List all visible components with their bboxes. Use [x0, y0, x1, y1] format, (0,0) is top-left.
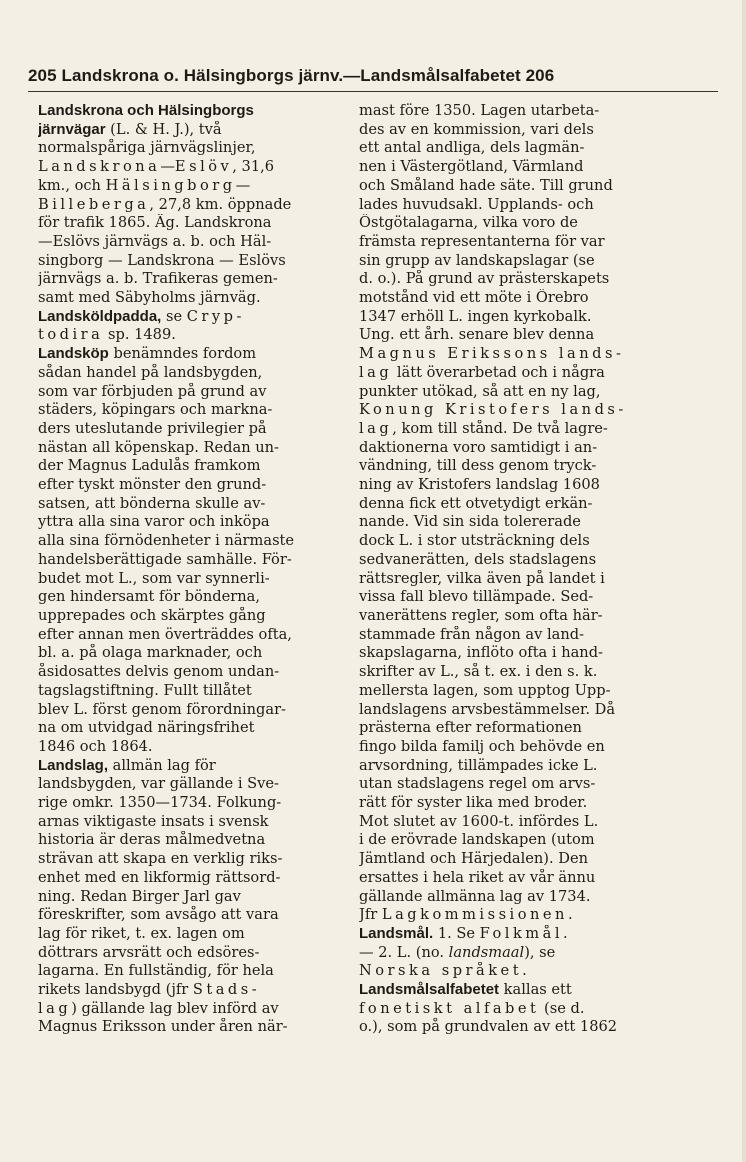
text-run: des av en kommission, vari dels	[359, 120, 594, 138]
text-run: handelsberättigade samhälle. För-	[38, 550, 292, 568]
text-line	[359, 906, 679, 925]
text-line	[359, 738, 679, 757]
text-run: landslagens arvsbestämmelser. Då	[359, 700, 616, 718]
text-line	[359, 588, 679, 607]
text-line	[38, 364, 356, 383]
text-run: döttrars arvsrätt och edsöres-	[38, 943, 260, 961]
text-run: Stads-	[192, 981, 261, 999]
text-line	[359, 270, 679, 289]
text-run: punkter utökad, så att en ny lag,	[359, 382, 601, 400]
text-run: Cryp-	[186, 307, 245, 325]
headword: Landslag,	[38, 756, 109, 774]
text-line	[38, 962, 356, 981]
text-run: utan stadslagens regel om arvs-	[359, 775, 596, 793]
text-line	[38, 326, 356, 345]
text-line	[359, 513, 679, 532]
text-run: sin grupp av landskapslagar (se	[359, 251, 595, 269]
text-line	[359, 1000, 679, 1019]
text-line	[359, 551, 679, 570]
text-run: lag	[359, 419, 393, 437]
text-line	[359, 345, 679, 364]
text-line	[359, 682, 679, 701]
text-run: kallas ett	[499, 981, 572, 999]
text-line	[359, 607, 679, 626]
text-line	[359, 214, 679, 233]
text-run: prästerna efter reformationen	[359, 719, 582, 737]
text-run: enhet med en likformig rättsord-	[38, 868, 281, 886]
text-line	[38, 252, 356, 271]
text-run: daktionerna voro samtidigt i an-	[359, 438, 598, 456]
text-run: der Magnus Ladulås framkom	[38, 457, 261, 475]
text-run: 1347 erhöll L. ingen kyrkobalk.	[359, 307, 592, 325]
text-run: blev L. först genom förordningar-	[38, 700, 286, 718]
text-line	[359, 831, 679, 850]
text-line	[38, 644, 356, 663]
text-run: satsen, att bönderna skulle av-	[38, 494, 266, 512]
text-line	[359, 420, 679, 439]
text-line	[38, 925, 356, 944]
text-run: skrifter av L., så t. ex. i den s. k.	[359, 663, 598, 681]
text-run: Östgötalagarna, vilka voro de	[359, 214, 578, 232]
text-run: och Småland hade säte. Till grund	[359, 176, 613, 194]
text-line	[359, 439, 679, 458]
text-line	[38, 607, 356, 626]
text-run: nästan all köpenskap. Redan un-	[38, 438, 279, 456]
text-run: Ung. ett årh. senare blev denna	[359, 326, 595, 344]
text-line	[38, 981, 356, 1000]
text-line	[38, 476, 356, 495]
text-run: skapslagarna, inflöto ofta i hand-	[359, 644, 603, 662]
text-run: fingo bilda familj och behövde en	[359, 737, 605, 755]
text-run: sp. 1489.	[103, 326, 176, 344]
text-run: mast före 1350. Lagen utarbeta-	[359, 102, 600, 119]
text-line	[38, 626, 356, 645]
text-run: vanerättens regler, som ofta här-	[359, 606, 603, 624]
text-run: (L. & H. J.), två	[105, 120, 222, 138]
text-run: motstånd vid ett möte i Örebro	[359, 289, 589, 307]
text-run: allmän lag för	[108, 756, 216, 774]
text-line	[38, 289, 356, 308]
text-run: Magnus Eriksson under åren när-	[38, 1018, 288, 1036]
text-run: 1846 och 1864.	[38, 737, 153, 755]
text-run: Hälsingborg	[105, 176, 236, 194]
text-run: budet mot L., som var synnerli-	[38, 569, 270, 587]
text-run: vändning, till dess genom tryck-	[359, 457, 597, 475]
text-run: o.), som på grundvalen av ett 1862	[359, 1018, 618, 1036]
text-run: främsta representanterna för var	[359, 232, 605, 250]
text-line	[38, 214, 356, 233]
text-line	[38, 383, 356, 402]
text-run: Lagkommissionen	[381, 906, 568, 924]
text-line	[38, 869, 356, 888]
text-run: (se d.	[539, 999, 585, 1017]
text-line	[38, 1018, 356, 1037]
text-line	[38, 139, 356, 158]
text-run: gen hindersamt för bönderna,	[38, 588, 260, 606]
text-run: rige omkr. 1350—1734. Folkung-	[38, 794, 282, 812]
text-line	[38, 551, 356, 570]
text-run: bl. a. på olaga marknader, och	[38, 644, 263, 662]
text-line	[359, 364, 679, 383]
text-run: vissa fall blevo tillämpade. Sed-	[359, 588, 594, 606]
text-run: tagslagstiftning. Fullt tillåtet	[38, 681, 252, 699]
text-line	[38, 831, 356, 850]
text-line	[359, 252, 679, 271]
text-run: — 2. L. (no.	[359, 943, 449, 961]
text-run: , 31,6	[232, 158, 275, 176]
text-run: landsbygden, var gällande i Sve-	[38, 775, 279, 793]
text-line	[359, 757, 679, 776]
text-line	[38, 439, 356, 458]
text-line	[359, 869, 679, 888]
text-line	[359, 102, 679, 121]
text-run: Billeberga	[38, 195, 150, 213]
text-run: ersattes i hela riket av vår ännu	[359, 868, 596, 886]
text-line	[359, 644, 679, 663]
text-line	[359, 944, 679, 963]
text-line	[38, 850, 356, 869]
text-run: ett antal andliga, dels lagmän-	[359, 139, 585, 157]
text-run: ning. Redan Birger Jarl gav	[38, 887, 241, 905]
text-run: benämndes fordom	[108, 345, 257, 363]
text-run: ), se	[524, 943, 556, 961]
text-run: upprepades och skärptes gång	[38, 606, 266, 624]
text-line	[359, 962, 679, 981]
text-line	[38, 588, 356, 607]
text-line	[38, 158, 356, 177]
text-run: arvsordning, tillämpades icke L.	[359, 756, 598, 774]
text-line	[38, 457, 356, 476]
text-run: ) gällande lag blev införd av	[71, 999, 279, 1017]
headword: Landsmål.	[359, 924, 434, 942]
text-line	[38, 888, 356, 907]
text-run: för trafik 1865. Äg. Landskrona	[38, 214, 272, 232]
text-run: Folkmål	[479, 924, 564, 942]
text-line	[359, 719, 679, 738]
text-line	[38, 420, 356, 439]
text-run: nande. Vid sin sida tolererade	[359, 513, 581, 531]
text-line	[38, 196, 356, 215]
text-line	[38, 944, 356, 963]
text-run: sedvanerätten, dels stadslagens	[359, 550, 597, 568]
text-run: fonetiskt alfabet	[359, 999, 540, 1017]
text-line	[359, 289, 679, 308]
headword: järnvägar	[38, 120, 106, 138]
text-run: .	[563, 924, 568, 942]
text-run: som var förbjuden på grund av	[38, 382, 267, 400]
text-run: Magnus Erikssons lands-	[359, 345, 625, 363]
header-rule	[28, 91, 718, 92]
headword: Landsköldpadda,	[38, 307, 162, 325]
text-run: historia är deras målmedvetna	[38, 831, 266, 849]
text-line	[38, 906, 356, 925]
right-column	[359, 102, 679, 1037]
text-line	[359, 850, 679, 869]
text-line	[38, 495, 356, 514]
text-line	[359, 308, 679, 327]
text-run: Mot slutet av 1600-t. infördes L.	[359, 812, 599, 830]
text-run: i de erövrade landskapen (utom	[359, 831, 595, 849]
text-line	[38, 570, 356, 589]
text-run: efter annan men överträddes ofta,	[38, 625, 292, 643]
text-run: lag	[38, 999, 72, 1017]
page-edge	[742, 0, 746, 1162]
text-run: lag för riket, t. ex. lagen om	[38, 924, 245, 942]
text-run: na om utvidgad näringsfrihet	[38, 719, 255, 737]
text-run: samt med Säbyholms järnväg.	[38, 289, 261, 307]
text-run: järnvägs a. b. Trafikeras gemen-	[38, 270, 278, 288]
text-run: Landskrona	[38, 158, 161, 176]
text-run: —	[235, 176, 251, 194]
text-line	[38, 532, 356, 551]
text-run: nen i Västergötland, Värmland	[359, 158, 584, 176]
text-line	[359, 1018, 679, 1037]
text-line	[38, 682, 356, 701]
text-line	[359, 326, 679, 345]
text-line	[38, 719, 356, 738]
text-line	[38, 738, 356, 757]
text-run: lätt överarbetad och i några	[392, 363, 605, 381]
text-line	[359, 626, 679, 645]
text-run: alla sina förnödenheter i närmaste	[38, 532, 295, 550]
text-run: städers, köpingars och markna-	[38, 401, 273, 419]
text-line	[359, 775, 679, 794]
text-run: .	[522, 962, 527, 980]
text-run: —	[160, 158, 175, 176]
text-line	[359, 139, 679, 158]
text-run: lades huvudsakl. Upplands- och	[359, 195, 594, 213]
text-line	[359, 570, 679, 589]
text-run: arnas viktigaste insats i svensk	[38, 812, 269, 830]
text-line	[38, 513, 356, 532]
text-run: singborg — Landskrona — Eslövs	[38, 251, 286, 269]
text-run: se	[161, 307, 187, 325]
headword: Landsmålsalfabetet	[359, 981, 500, 999]
text-line	[359, 701, 679, 720]
text-line	[359, 888, 679, 907]
text-run: km., och	[38, 176, 106, 194]
text-line	[359, 981, 679, 1000]
text-run: d. o.). På grund av prästerskapets	[359, 270, 610, 288]
text-line	[38, 233, 356, 252]
text-line	[38, 775, 356, 794]
text-run: efter tyskt mönster den grund-	[38, 476, 267, 494]
text-line	[38, 701, 356, 720]
text-line	[359, 177, 679, 196]
text-line	[38, 401, 356, 420]
running-head-text: 205 Landskrona o. Hälsingborgs järnv.—Landsmålsalfabetet 206	[28, 66, 555, 85]
text-run: lag	[359, 363, 393, 381]
text-line	[38, 663, 356, 682]
text-run: rikets landsbygd (jfr	[38, 981, 193, 999]
text-line	[38, 121, 356, 140]
text-run: stammade från någon av land-	[359, 625, 585, 643]
text-line	[38, 757, 356, 776]
text-run: sådan handel på landsbygden,	[38, 363, 263, 381]
text-line	[359, 233, 679, 252]
text-run: todira	[38, 326, 104, 344]
text-line	[359, 457, 679, 476]
text-run: Eslöv	[174, 158, 233, 176]
text-run: ning av Kristofers landslag 1608	[359, 476, 600, 494]
text-line	[359, 196, 679, 215]
text-run: —Eslövs järnvägs a. b. och Häl-	[38, 232, 272, 250]
text-run: strävan att skapa en verklig riks-	[38, 850, 283, 868]
text-run: ders uteslutande privilegier på	[38, 419, 267, 437]
text-line	[38, 177, 356, 196]
text-run: rättsregler, vilka även på landet i	[359, 569, 605, 587]
text-run: denna fick ett otvetydigt erkän-	[359, 494, 593, 512]
text-run: , 27,8 km. öppnade	[149, 195, 292, 213]
text-run: yttra alla sina varor och inköpa	[38, 513, 270, 531]
text-line	[38, 794, 356, 813]
text-run: mellersta lagen, som upptog Upp-	[359, 681, 611, 699]
text-run: dock L. i stor utsträckning dels	[359, 532, 590, 550]
text-line	[359, 794, 679, 813]
text-run: Konung Kristofers lands-	[359, 401, 627, 419]
text-line	[38, 308, 356, 327]
headword: Landskrona och Hälsingborgs	[38, 102, 254, 119]
running-head	[28, 66, 718, 86]
text-line	[359, 925, 679, 944]
text-run: lagarna. En fullständig, för hela	[38, 962, 274, 980]
text-line	[38, 813, 356, 832]
text-line	[359, 401, 679, 420]
text-run: gällande allmänna lag av 1734.	[359, 887, 591, 905]
left-column	[38, 102, 356, 1037]
text-line	[359, 121, 679, 140]
text-run: Norska språket	[359, 962, 523, 980]
text-run: åsidosattes delvis genom undan-	[38, 663, 280, 681]
text-line	[359, 383, 679, 402]
text-run: landsmaal	[448, 943, 525, 961]
text-run: Jfr	[359, 906, 382, 924]
text-run: , kom till stånd. De två lagre-	[392, 419, 608, 437]
text-line	[359, 813, 679, 832]
text-line	[359, 495, 679, 514]
text-line	[38, 1000, 356, 1019]
text-line	[38, 345, 356, 364]
headword: Landsköp	[38, 345, 109, 363]
text-run: Jämtland och Härjedalen). Den	[359, 850, 589, 868]
text-line	[359, 532, 679, 551]
text-run: föreskrifter, som avsågo att vara	[38, 906, 279, 924]
text-run: 1. Se	[433, 924, 480, 942]
text-line	[359, 663, 679, 682]
text-line	[38, 270, 356, 289]
text-run: normalspåriga järnvägslinjer,	[38, 139, 256, 157]
text-line	[38, 102, 356, 121]
text-line	[359, 158, 679, 177]
text-run: rätt för syster lika med broder.	[359, 794, 588, 812]
text-line	[359, 476, 679, 495]
text-run: .	[567, 906, 573, 924]
